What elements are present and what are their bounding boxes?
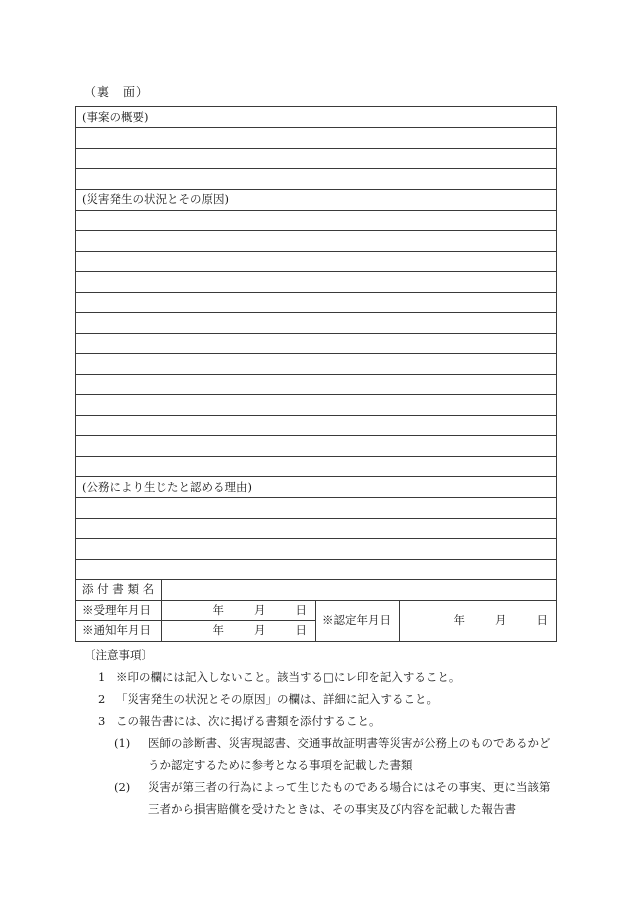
month-unit: 月 [495, 613, 507, 627]
year-unit: 年 [453, 613, 466, 627]
year-unit: 年 [212, 602, 224, 617]
duty-reason-line[interactable] [76, 539, 557, 560]
certified-date-field[interactable] [400, 600, 557, 641]
certified-date-label: ※認定年月日 [316, 600, 400, 641]
disaster-cause-label: (災害発生の状況とその原因) [76, 189, 557, 210]
disaster-cause-line[interactable] [76, 395, 557, 416]
note-item [84, 666, 554, 688]
case-summary-line[interactable] [76, 128, 557, 149]
side-label: （裏 面） [84, 85, 150, 99]
subitem-continuation: うか認定するために参考となる事項を記載した書類 [148, 758, 413, 772]
note-number: 3 [98, 714, 106, 728]
note-text: 「災害発生の状況とその原因」の欄は、詳細に記入すること。 [116, 692, 438, 706]
subitem-continuation: 三者から損害賠償を受けたときは、その事実及び内容を記載した報告書 [148, 802, 516, 816]
duty-reason-line[interactable] [76, 498, 557, 519]
year-unit: 年 [212, 623, 224, 638]
note-item [84, 710, 554, 732]
note-number: 2 [98, 692, 106, 706]
report-form-table [75, 106, 557, 642]
disaster-cause-line[interactable] [76, 272, 557, 293]
note-subitem [84, 776, 554, 798]
disaster-cause-line[interactable] [76, 292, 557, 313]
day-unit: 日 [295, 602, 307, 617]
month-unit: 月 [254, 602, 266, 617]
month-unit: 月 [254, 623, 266, 638]
subitem-number: (1) [114, 736, 131, 750]
disaster-cause-line[interactable] [76, 436, 557, 457]
attachments-field[interactable] [162, 580, 557, 601]
day-unit: 日 [536, 613, 549, 627]
disaster-cause-line[interactable] [76, 456, 557, 477]
note-number: 1 [98, 670, 106, 684]
disaster-cause-line[interactable] [76, 374, 557, 395]
day-unit: 日 [295, 623, 307, 638]
case-summary-line[interactable] [76, 148, 557, 169]
disaster-cause-line[interactable] [76, 251, 557, 272]
duty-reason-label: (公務により生じたと認める理由) [76, 477, 557, 498]
note-text: ※印の欄には記入しないこと。該当する□にレ印を記入すること。 [116, 670, 461, 684]
note-text: この報告書には、次に掲げる書類を添付すること。 [116, 714, 381, 728]
disaster-cause-line[interactable] [76, 333, 557, 354]
case-summary-line[interactable] [76, 169, 557, 190]
subitem-number: (2) [114, 780, 131, 794]
received-date-field[interactable] [162, 600, 316, 621]
disaster-cause-line[interactable] [76, 415, 557, 436]
duty-reason-line[interactable] [76, 559, 557, 580]
notified-date-label: ※通知年月日 [76, 621, 162, 642]
disaster-cause-line[interactable] [76, 231, 557, 252]
notes-title: 〔注意事項〕 [84, 648, 153, 662]
received-date-label: ※受理年月日 [76, 600, 162, 621]
disaster-cause-line[interactable] [76, 354, 557, 375]
note-subitem [84, 732, 554, 754]
notified-date-field[interactable] [162, 621, 316, 642]
subitem-text: 災害が第三者の行為によって生じたものである場合にはその事実、更に当該第 [148, 780, 551, 794]
duty-reason-line[interactable] [76, 518, 557, 539]
subitem-text: 医師の診断書、災害現認書、交通事故証明書等災害が公務上のものであるかど [148, 736, 551, 750]
notes-section [84, 644, 554, 820]
disaster-cause-line[interactable] [76, 210, 557, 231]
note-item [84, 688, 554, 710]
attachments-label: 添 付 書 類 名 [76, 580, 162, 601]
disaster-cause-line[interactable] [76, 313, 557, 334]
case-summary-label: (事案の概要) [76, 107, 557, 128]
